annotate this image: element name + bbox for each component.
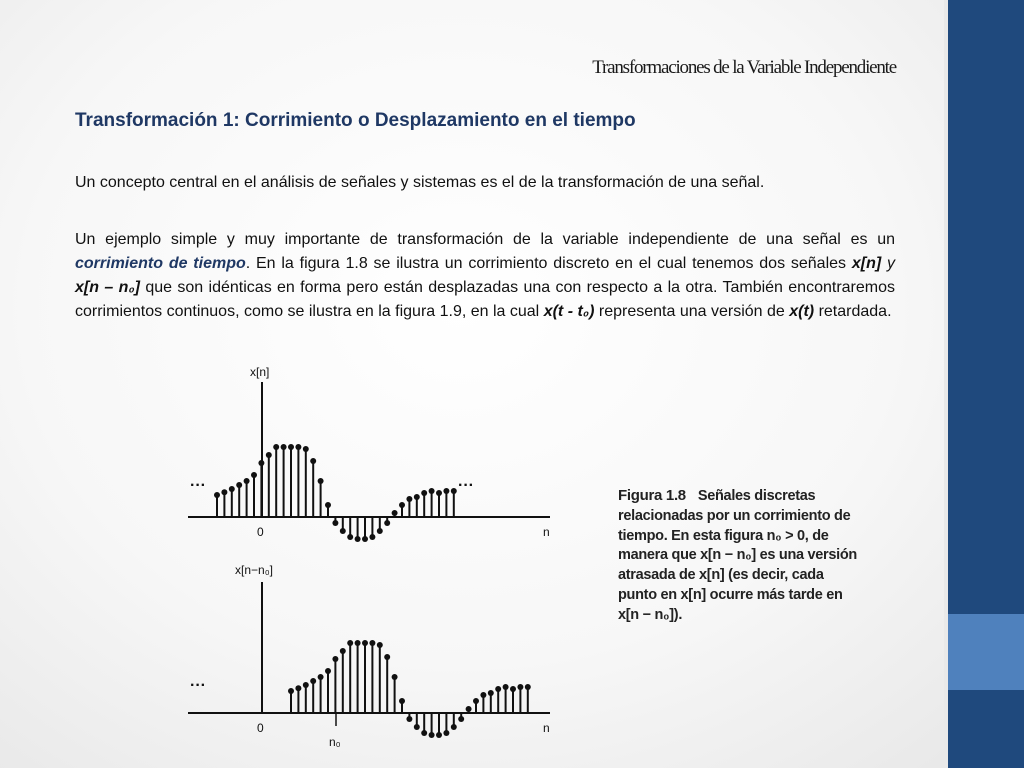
stem-marker xyxy=(384,520,390,526)
stem-marker xyxy=(310,678,316,684)
intro-paragraph: Un concepto central en el análisis de señales y sistemas es el de la transformación de una señal. xyxy=(75,174,765,191)
stem-marker xyxy=(421,730,427,736)
y-axis-label: x[n−n₀] xyxy=(235,563,274,577)
discrete-signal-figure xyxy=(180,360,560,768)
paragraph-text: Un ejemplo simple y muy importante de transformación de la variable independiente de una señal es un xyxy=(75,231,895,248)
stem-marker xyxy=(473,698,479,704)
signal-term: x[n] xyxy=(851,255,882,272)
stem-marker xyxy=(443,730,449,736)
stem-marker xyxy=(325,668,331,674)
stem-marker xyxy=(273,444,279,450)
stem-marker xyxy=(266,452,272,458)
stem-marker xyxy=(229,486,235,492)
stem-marker xyxy=(303,682,309,688)
left-ellipsis: ··· xyxy=(190,677,206,694)
stem-marker xyxy=(392,674,398,680)
stem-marker xyxy=(221,489,227,495)
signal-term: x[n – n₀] xyxy=(75,279,141,296)
shift-label: n₀ xyxy=(329,735,341,749)
stem-marker xyxy=(443,488,449,494)
paragraph-text: . En la figura 1.8 se ilustra un corrimiento discreto en el cual tenemos dos señales xyxy=(245,255,852,272)
stem-marker xyxy=(362,536,368,542)
stem-marker xyxy=(318,478,324,484)
stem-marker xyxy=(355,536,361,542)
paragraph-text: representa una versión de xyxy=(594,303,790,320)
sidebar-divider xyxy=(944,0,948,768)
stem-marker xyxy=(340,648,346,654)
stem-marker xyxy=(517,684,523,690)
stem-marker xyxy=(414,724,420,730)
stem-marker xyxy=(458,716,464,722)
stem-marker xyxy=(436,490,442,496)
stem-marker xyxy=(466,706,472,712)
stem-marker xyxy=(258,460,264,466)
emphasis-term: corrimiento de tiempo xyxy=(75,255,246,272)
stem-marker xyxy=(295,685,301,691)
stem-marker xyxy=(236,482,242,488)
caption-text: Señales discretas relacionadas por un corrimiento de tiempo. En esta figura n₀ > 0, de manera que x[n − n₀] es una versión atrasada de x[n] (es decir, cada punto en x[n] ocurre más tarde en x[n − n₀]). xyxy=(618,488,857,623)
stem-marker xyxy=(362,640,368,646)
stem-marker xyxy=(347,640,353,646)
signal-term: x(t) xyxy=(789,303,815,320)
y-axis-label: x[n] xyxy=(250,365,270,379)
stem-marker xyxy=(384,654,390,660)
stem-marker xyxy=(451,488,457,494)
paragraph-text: que son idénticas en forma pero están desplazadas una con respecto a la otra. También encontraremos corrimientos continuos, como se ilustra en la figura 1.9, en la cual xyxy=(75,279,896,320)
stem-marker xyxy=(295,444,301,450)
stem-marker xyxy=(503,684,509,690)
zero-tick-label: 0 xyxy=(257,525,264,539)
bottom-stems xyxy=(288,640,531,738)
stem-marker xyxy=(510,686,516,692)
stem-marker xyxy=(214,492,220,498)
paragraph-text: y xyxy=(881,255,895,272)
stem-marker xyxy=(288,444,294,450)
stem-marker xyxy=(488,690,494,696)
caption-figure-number: Figura 1.8 xyxy=(618,487,686,504)
stem-marker xyxy=(399,698,405,704)
stem-marker xyxy=(281,444,287,450)
stem-marker xyxy=(495,686,501,692)
stem-marker xyxy=(414,494,420,500)
stem-marker xyxy=(451,724,457,730)
stem-marker xyxy=(421,490,427,496)
top-plot xyxy=(188,365,550,542)
stem-marker xyxy=(288,688,294,694)
signal-term: x(t - t₀) xyxy=(543,303,595,320)
zero-tick-label: 0 xyxy=(257,721,264,735)
sidebar-accent-block xyxy=(948,614,1024,690)
stem-marker xyxy=(318,674,324,680)
stem-marker xyxy=(399,502,405,508)
top-stems xyxy=(214,444,457,542)
stem-marker xyxy=(525,684,531,690)
paragraph-text: retardada. xyxy=(814,303,892,320)
stem-marker xyxy=(369,534,375,540)
left-ellipsis: ··· xyxy=(190,477,206,494)
stem-marker xyxy=(251,472,257,478)
stem-marker xyxy=(480,692,486,698)
bottom-plot xyxy=(188,563,550,749)
x-axis-label: n xyxy=(543,721,550,735)
stem-marker xyxy=(332,520,338,526)
example-paragraph xyxy=(75,228,895,324)
stem-marker xyxy=(347,534,353,540)
stem-marker xyxy=(332,656,338,662)
stem-marker xyxy=(436,732,442,738)
stem-marker xyxy=(377,528,383,534)
stem-marker xyxy=(377,642,383,648)
right-ellipsis: ··· xyxy=(458,477,474,494)
slide-title: Transformaciones de la Variable Independiente xyxy=(592,57,896,78)
stem-marker xyxy=(429,732,435,738)
stem-marker xyxy=(369,640,375,646)
stem-marker xyxy=(392,510,398,516)
stem-marker xyxy=(325,502,331,508)
stem-marker xyxy=(406,716,412,722)
stem-marker xyxy=(310,458,316,464)
stem-marker xyxy=(244,478,250,484)
stem-marker xyxy=(340,528,346,534)
stem-marker xyxy=(355,640,361,646)
stem-marker xyxy=(303,446,309,452)
x-axis-label: n xyxy=(543,525,550,539)
stem-marker xyxy=(406,496,412,502)
figure-caption xyxy=(618,486,858,626)
stem-marker xyxy=(429,488,435,494)
section-heading: Transformación 1: Corrimiento o Desplazamiento en el tiempo xyxy=(75,110,636,131)
